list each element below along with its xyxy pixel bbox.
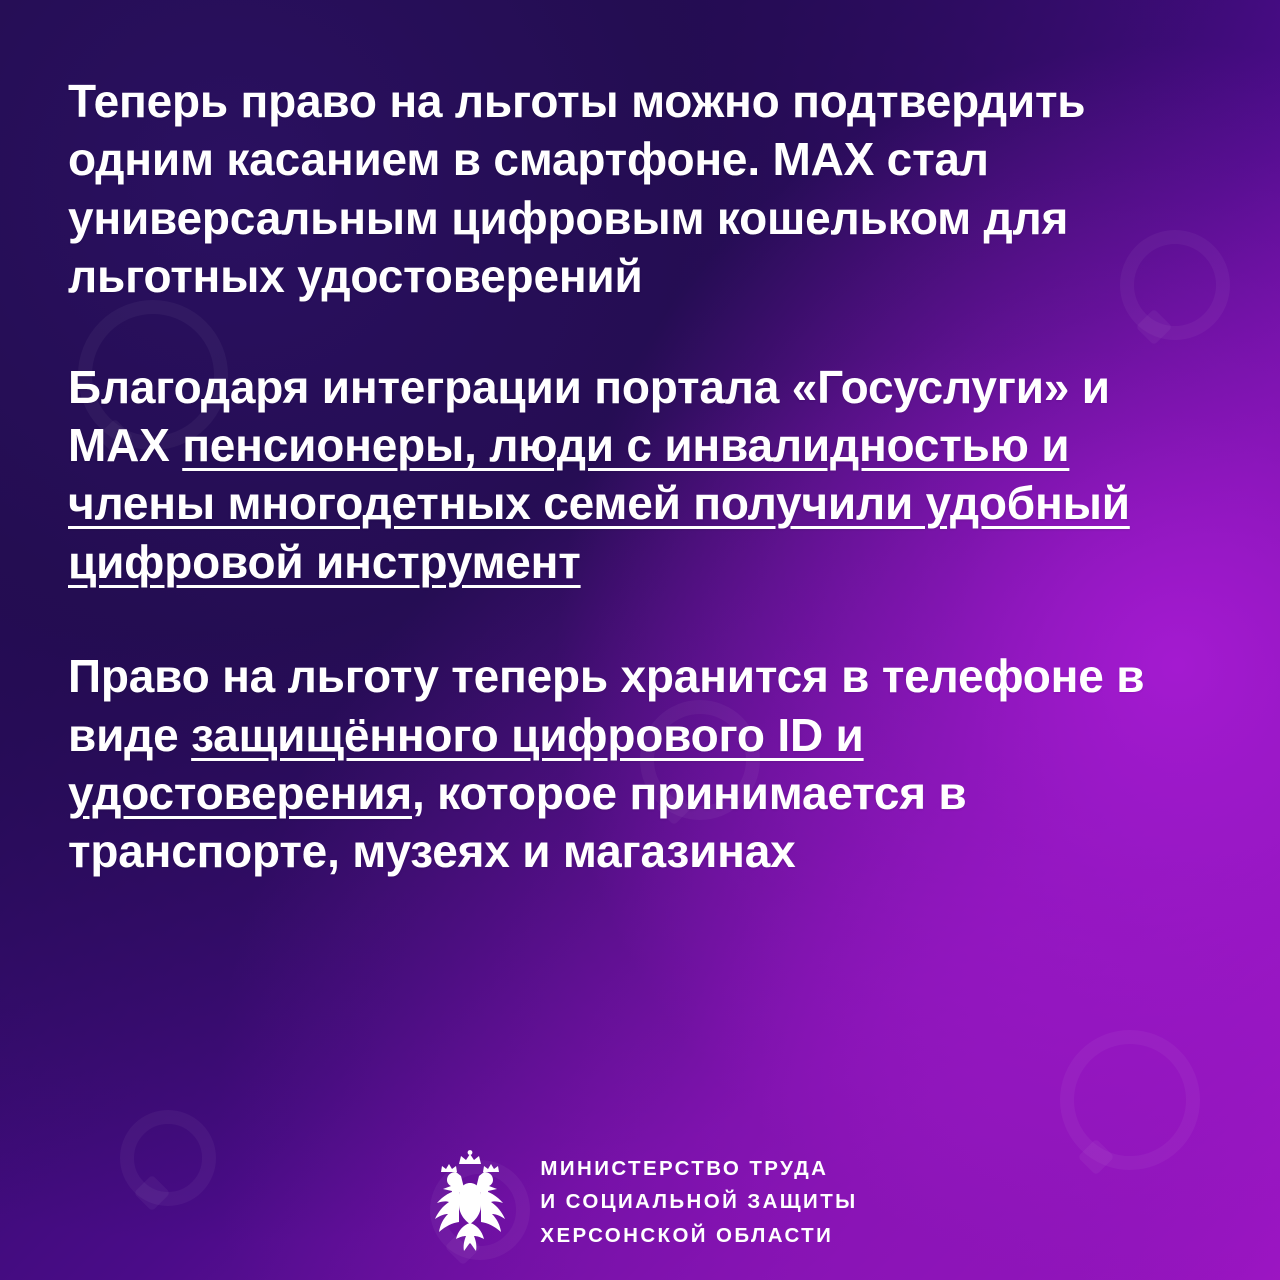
paragraph-intro bbox=[68, 72, 1198, 306]
paragraph-integration-highlight: пенсионеры, люди с инвалидностью и члены многодетных семей получили удобный цифровой инструмент bbox=[68, 419, 1130, 588]
paragraph-storage-highlight: защищённого цифрового ID и удостоверения bbox=[68, 708, 864, 820]
paragraph-storage-tail: , которое принимается в транспорте, музеях и магазинах bbox=[68, 767, 967, 878]
russian-double-headed-eagle-crest-icon bbox=[422, 1150, 518, 1254]
paragraph-integration-lead: Благодаря интеграции портала «Госуслуги» и MAX bbox=[68, 360, 1110, 472]
ministry-name bbox=[540, 1152, 857, 1252]
paragraph-intro-text: Теперь право на льготы можно подтвердить одним касанием в смартфоне. MAX стал универсальным цифровым кошельком для льготных удостоверений bbox=[68, 75, 1086, 303]
speech-bubble-watermark-icon bbox=[1060, 1030, 1200, 1170]
ministry-line-3: ХЕРСОНСКОЙ ОБЛАСТИ bbox=[540, 1223, 834, 1247]
footer-branding bbox=[0, 1150, 1280, 1254]
paragraph-integration bbox=[68, 358, 1198, 592]
paragraph-storage-lead: Право на льготу теперь хранится в телефоне в виде bbox=[68, 650, 1145, 761]
ministry-line-1: МИНИСТЕРСТВО ТРУДА bbox=[540, 1157, 829, 1181]
ministry-line-2: И СОЦИАЛЬНОЙ ЗАЩИТЫ bbox=[540, 1190, 858, 1214]
paragraph-storage bbox=[68, 647, 1198, 881]
